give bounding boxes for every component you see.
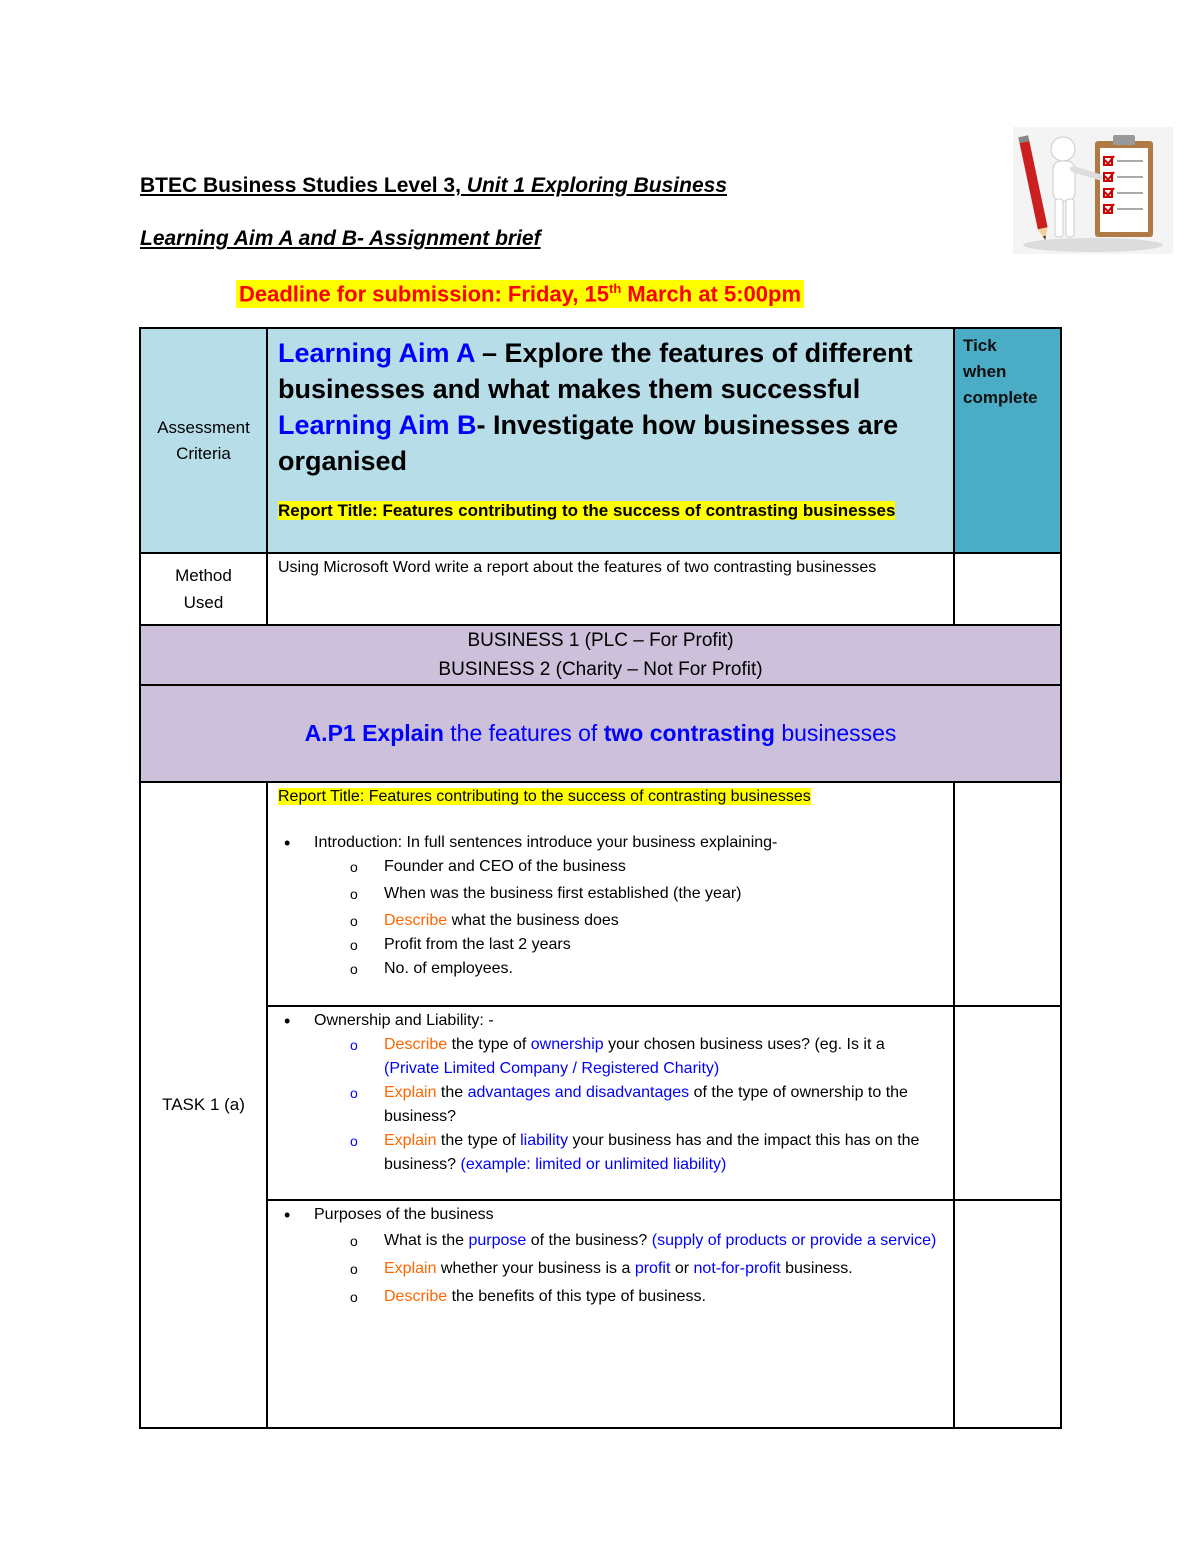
method-label-2: Used <box>183 593 224 612</box>
assignment-table <box>139 327 1062 1429</box>
pur-2-a: whether your business is a <box>436 1260 635 1277</box>
list-item: o Founder and CEO of the business <box>314 855 943 879</box>
method-label-cell <box>140 553 267 625</box>
pur-2-c: or <box>670 1260 694 1277</box>
own-2-a: the <box>436 1084 468 1101</box>
ownership-sublist <box>314 1033 943 1177</box>
list-item <box>314 1081 943 1129</box>
task-label: TASK 1 (a) <box>162 1095 245 1114</box>
pur-2-d: not-for-profit <box>693 1260 781 1277</box>
ownership-tick-box[interactable] <box>954 1006 1061 1200</box>
pur-3-a: the benefits of this type of business. <box>447 1288 706 1305</box>
title-main: BTEC Business Studies Level 3, <box>140 174 467 197</box>
task-report-title-wrap <box>278 785 943 809</box>
deadline-text-b: March at 5:00pm <box>621 281 802 307</box>
pur-1-b: purpose <box>468 1232 527 1249</box>
purposes-tick-box[interactable] <box>954 1200 1061 1428</box>
business-2: BUSINESS 2 (Charity – Not For Profit) <box>438 659 763 680</box>
list-item: o When was the business first established (the year) <box>314 879 943 909</box>
business-cell <box>140 625 1061 685</box>
own-3-d: (example: limited or unlimited liability) <box>460 1156 727 1173</box>
purposes-sublist <box>314 1227 943 1311</box>
tick-header-cell <box>954 328 1061 553</box>
pur-2-b: profit <box>634 1260 671 1277</box>
list-item <box>314 1283 943 1311</box>
clipboard-checklist-figure-icon <box>1013 127 1173 254</box>
business-1: BUSINESS 1 (PLC – For Profit) <box>467 630 734 651</box>
intro-tick-box[interactable] <box>954 782 1061 1006</box>
ap1-cell <box>140 685 1061 782</box>
learning-aim-b <box>278 407 945 479</box>
tick-label-2: when <box>963 362 1007 381</box>
criteria-label-2: Criteria <box>176 443 231 463</box>
list-item <box>314 909 943 933</box>
learning-aims-cell <box>267 328 954 553</box>
own-2-c: of the type of ownership to the business? <box>384 1084 908 1125</box>
intro-cell <box>267 782 954 1006</box>
intro-list <box>278 831 943 981</box>
pur-1-a: What is the <box>384 1232 469 1249</box>
ap1-code: A.P1 Explain <box>304 720 444 746</box>
describe-word: Describe <box>384 912 448 929</box>
purposes-list <box>278 1203 943 1311</box>
ownership-item <box>278 1009 943 1177</box>
tick-label-3: complete <box>963 388 1038 407</box>
pur-2-e: business. <box>780 1260 853 1277</box>
intro-item <box>278 831 943 981</box>
describe-word: Describe <box>384 1036 448 1053</box>
purposes-cell <box>267 1200 954 1428</box>
method-row <box>140 553 1061 625</box>
describe-word: Describe <box>384 1288 448 1305</box>
aims-row <box>140 328 1061 553</box>
own-3-a: the type of <box>436 1132 521 1149</box>
report-title: Report Title: Features contributing to the success of contrasting businesses <box>278 501 896 520</box>
intro-heading: Introduction: In full sentences introduce your business explaining- <box>314 834 778 851</box>
method-tick-box[interactable] <box>954 553 1061 625</box>
ownership-list <box>278 1009 943 1177</box>
purposes-heading: Purposes of the business <box>314 1206 494 1223</box>
aim-b-text: - Investigate how businesses are organised <box>278 410 899 476</box>
document-subtitle: Learning Aim A and B- Assignment brief <box>140 227 541 250</box>
method-label-1: Method <box>175 566 232 585</box>
ap1-heading <box>141 720 1060 747</box>
pur-1-c: of the business? <box>526 1232 652 1249</box>
task-intro-row <box>140 782 1061 1006</box>
own-1-b: ownership <box>530 1036 604 1053</box>
explain-word: Explain <box>384 1260 437 1277</box>
learning-aim-a <box>278 335 945 407</box>
business-row <box>140 625 1061 685</box>
own-2-b: advantages and disadvantages <box>467 1084 690 1101</box>
ownership-heading: Ownership and Liability: - <box>314 1012 494 1029</box>
ap1-bold: two contrasting <box>603 720 775 746</box>
list-item <box>314 1227 943 1255</box>
tick-label-1: Tick <box>963 336 997 355</box>
list-item: o No. of employees. <box>314 957 943 981</box>
explain-word: Explain <box>384 1132 437 1149</box>
criteria-label-1: Assessment <box>157 417 250 437</box>
task-report-title: Report Title: Features contributing to the success of contrasting businesses <box>278 788 811 805</box>
aim-b-label: Learning Aim B <box>278 410 477 440</box>
own-3-c: your business has and the impact this has on the business? <box>384 1132 920 1173</box>
purposes-item <box>278 1203 943 1311</box>
list-item <box>314 1033 943 1081</box>
own-1-d: (Private Limited Company / Registered Charity) <box>384 1060 720 1077</box>
intro-sublist <box>314 855 943 981</box>
ap1-row <box>140 685 1061 782</box>
aim-a-label: Learning Aim A <box>278 338 475 368</box>
pur-1-d: (supply of products or provide a service) <box>651 1232 937 1249</box>
own-1-c: your chosen business uses? (eg. Is it a <box>603 1036 885 1053</box>
ap1-mid: the features of <box>443 720 604 746</box>
title-unit: Unit 1 Exploring Business <box>466 174 727 197</box>
describe-rest: what the business does <box>447 912 619 929</box>
own-1-a: the type of <box>447 1036 531 1053</box>
list-item <box>314 1255 943 1283</box>
ownership-cell <box>267 1006 954 1200</box>
deadline-ordinal: th <box>609 281 622 296</box>
method-text: Using Microsoft Word write a report about the features of two contrasting businesses <box>267 553 954 625</box>
task-label-cell <box>140 782 267 1428</box>
list-item <box>314 1129 943 1177</box>
list-item: o Profit from the last 2 years <box>314 933 943 957</box>
assessment-criteria-cell <box>140 328 267 553</box>
task-purposes-row <box>140 1200 1061 1428</box>
ap1-end: businesses <box>774 720 897 746</box>
aim-a-text: – Explore the features of different businesses and what makes them successful <box>278 338 913 404</box>
deadline-text-a: Deadline for submission: Friday, 15 <box>239 281 610 307</box>
own-3-b: liability <box>520 1132 569 1149</box>
explain-word: Explain <box>384 1084 437 1101</box>
report-title-wrap <box>278 501 945 521</box>
document-title <box>140 174 727 198</box>
task-ownership-row <box>140 1006 1061 1200</box>
deadline-banner <box>236 280 804 308</box>
